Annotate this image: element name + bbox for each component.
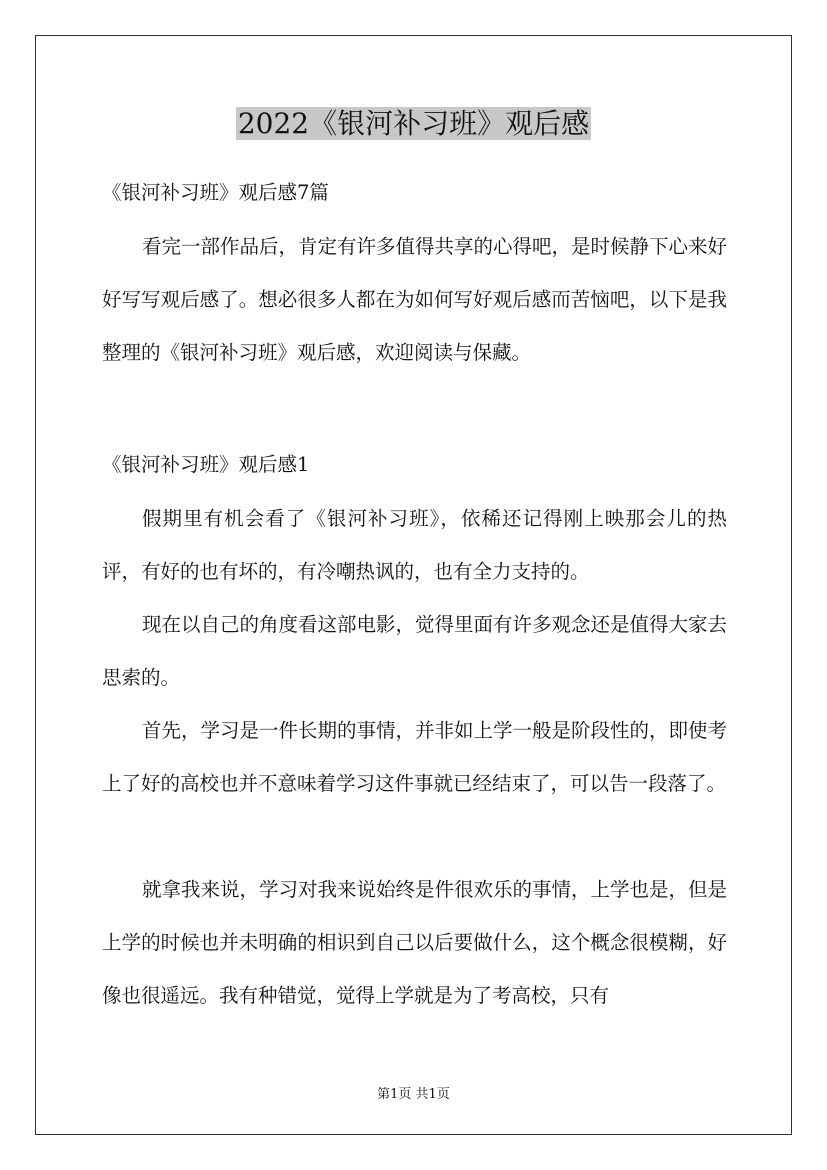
document-subtitle: 《银河补习班》观后感7篇 xyxy=(102,181,329,204)
paragraph-4: 就拿我来说，学习对我来说始终是件很欢乐的事情，上学也是，但是上学的时候也并未明确的相识到自己以后要做什么，这个概念很模糊，好像也很遥远。我有种错觉，觉得上学就是为了考高校，只有 xyxy=(102,878,728,1007)
paragraph-1: 假期里有机会看了《银河补习班》，依稀还记得刚上映那会儿的热评，有好的也有坏的，有冷嘲热讽的，也有全力支持的。 xyxy=(102,507,727,583)
document-title-text: 2022《银河补习班》观后感 xyxy=(237,107,590,140)
document-title xyxy=(0,104,827,144)
paragraph-2: 现在以自己的角度看这部电影，觉得里面有许多观念还是值得大家去思索的。 xyxy=(102,613,728,689)
paragraph-3: 首先，学习是一件长期的事情，并非如上学一般是阶段性的，即使考上了好的高校也并不意味着学习这件事就已经结束了，可以告一段落了。 xyxy=(102,719,728,795)
section-heading: 《银河补习班》观后感1 xyxy=(102,453,310,476)
intro-paragraph: 看完一部作品后，肯定有许多值得共享的心得吧，是时候静下心来好好写写观后感了。想必很多人都在为如何写好观后感而苦恼吧，以下是我整理的《银河补习班》观后感，欢迎阅读与保藏。 xyxy=(102,235,728,364)
page-footer: 第1页 共1页 xyxy=(377,1087,450,1102)
